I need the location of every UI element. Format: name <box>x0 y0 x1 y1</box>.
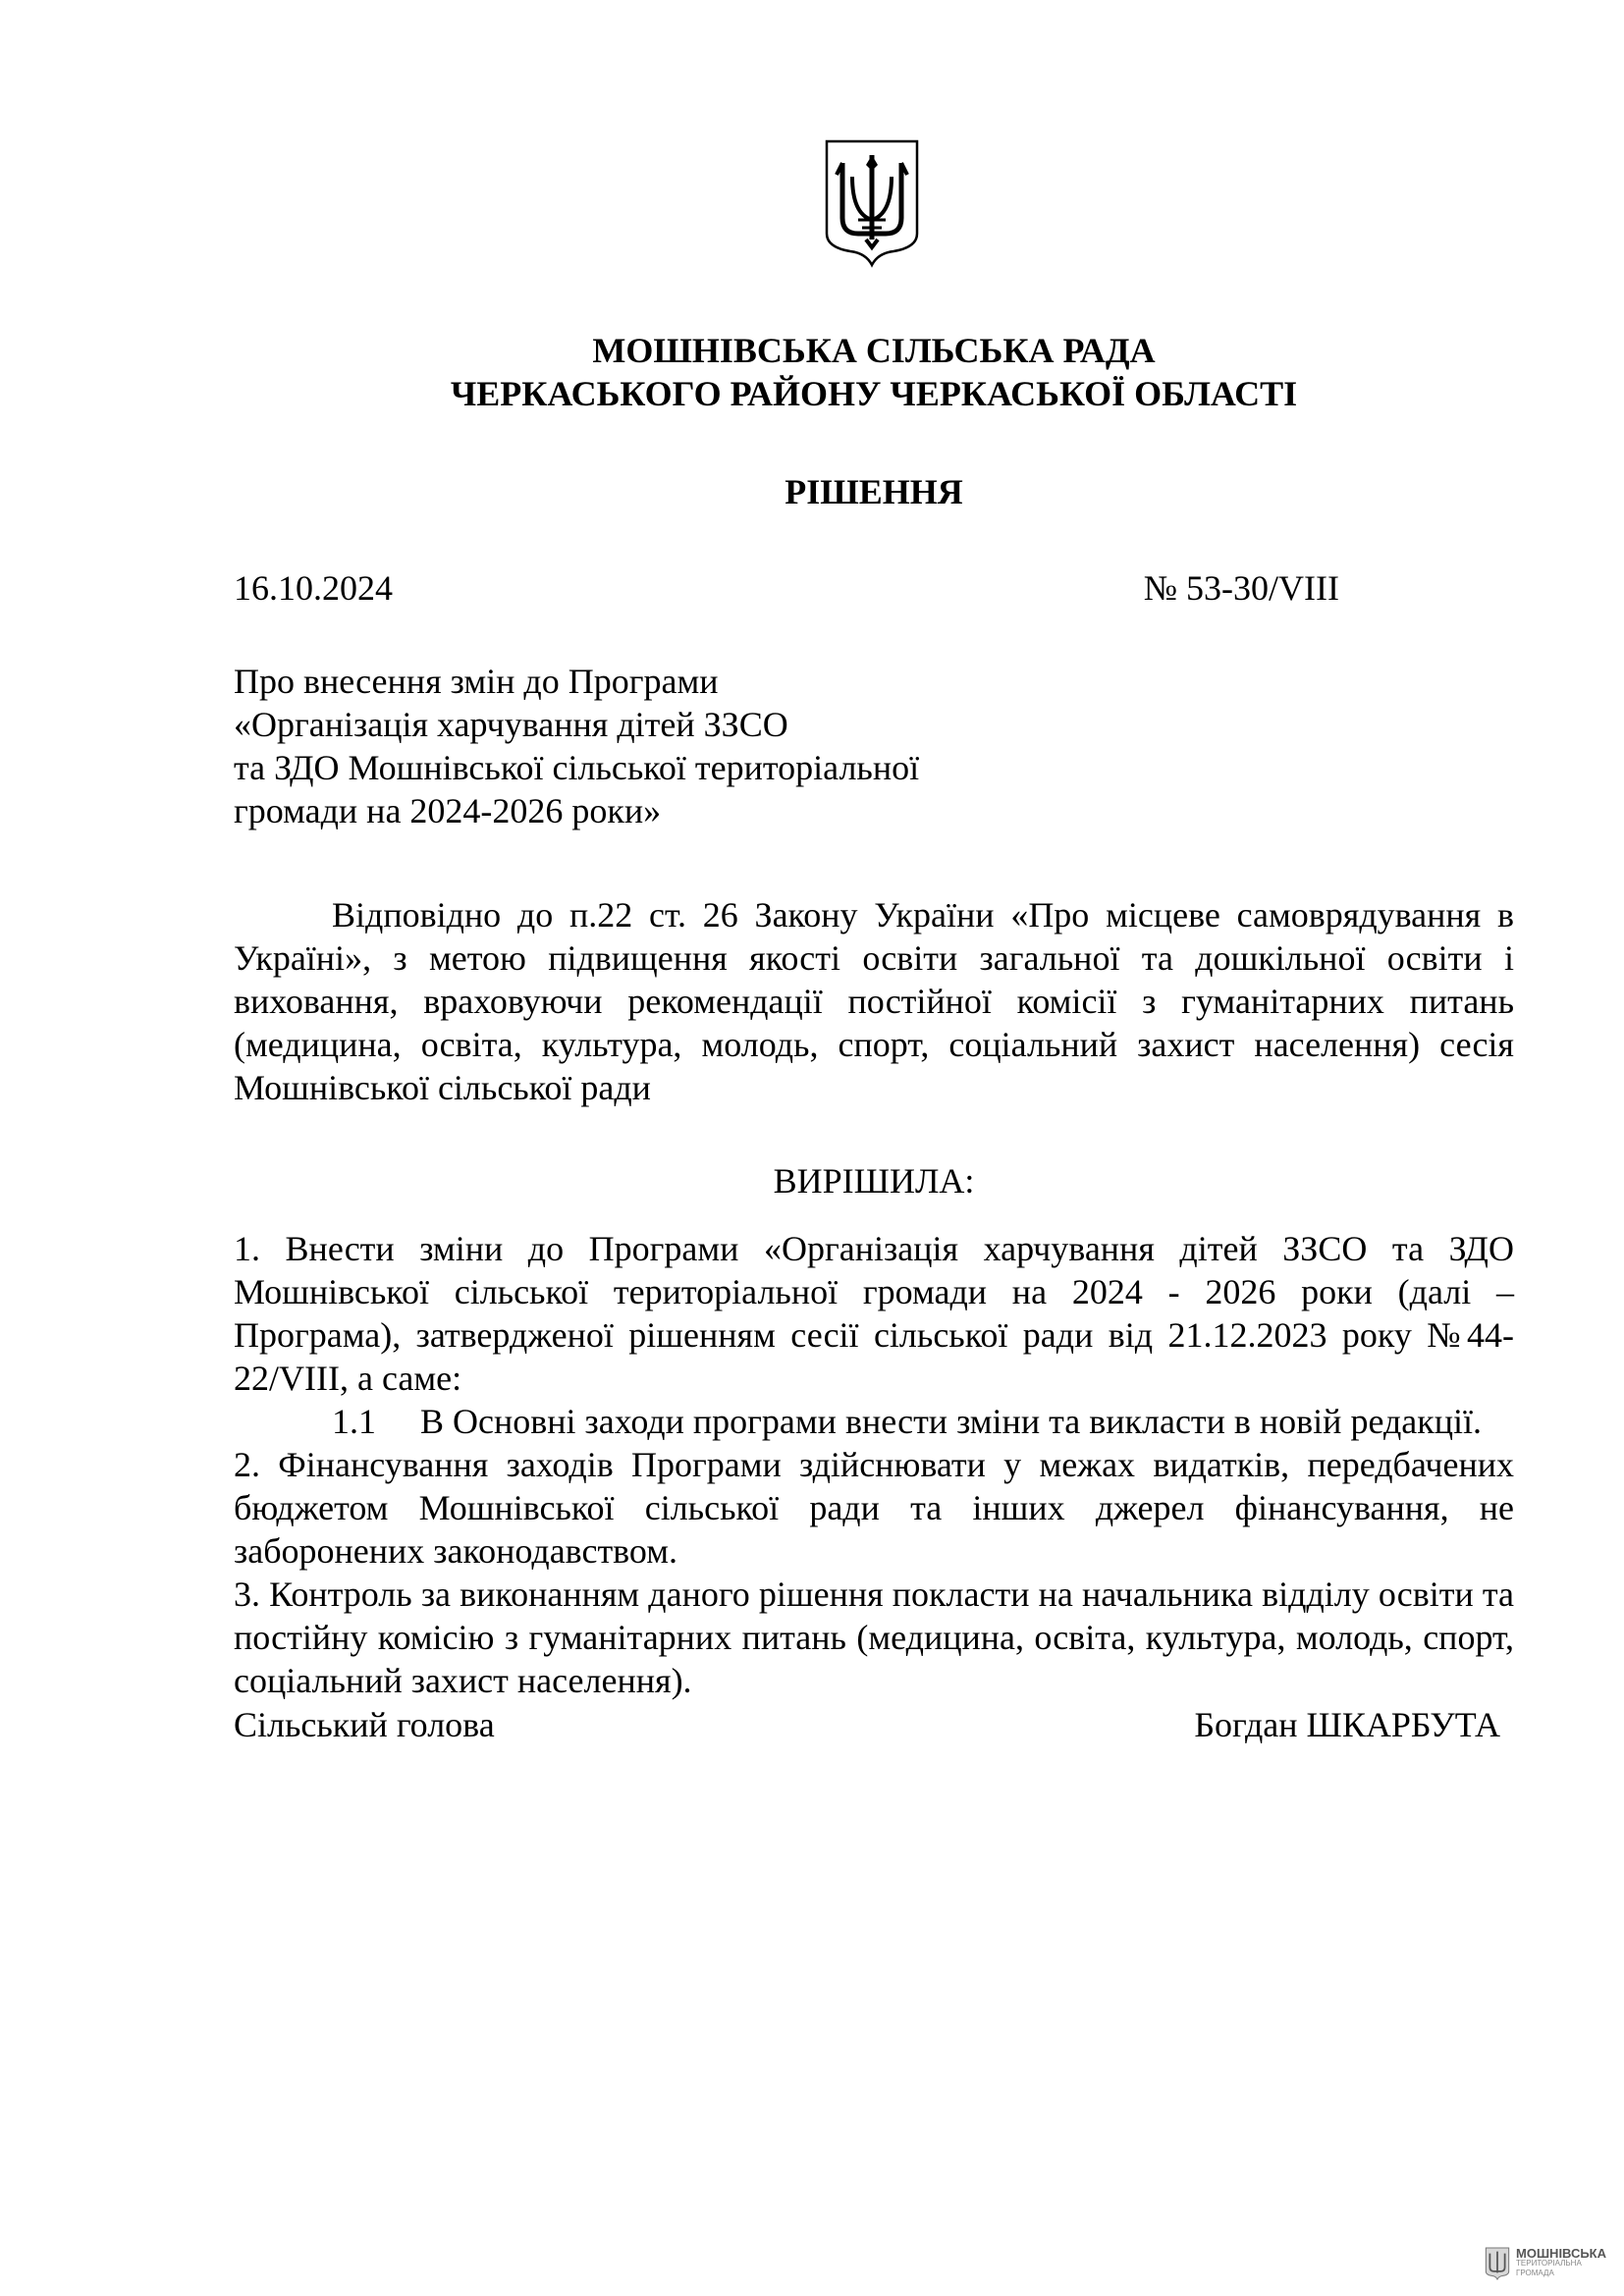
subject-line: громади на 2024-2026 роки» <box>234 791 662 830</box>
council-region: ЧЕРКАСЬКОГО РАЙОНУ ЧЕРКАСЬКОЇ ОБЛАСТІ <box>450 374 1298 413</box>
watermark-subtitle: ТЕРИТОРІАЛЬНА <box>1516 2259 1582 2268</box>
subject-line: та ЗДО Мошнівської сільської територіальної <box>234 748 920 787</box>
document-title: РІШЕННЯ <box>785 472 963 511</box>
preamble-paragraph: Відповідно до п.22 ст. 26 Закону України «Про місцеве самоврядування в Україні», з метою підвищення якості освіти загальної та дошкільної освіти і виховання, враховуючи рекомендації постійної комісії з гуманітарних питань (медицина, освіта, культура, молодь, спорт, соціальний захист населення) сесія Мошнівської сільської ради <box>234 895 1514 1107</box>
coat-of-arms-icon <box>1485 2247 1510 2280</box>
subitem-text: В Основні заходи програми внести зміни та викласти в новій редакції. <box>420 1402 1483 1441</box>
watermark-title: МОШНІВСЬКА <box>1516 2246 1606 2261</box>
document-date: 16.10.2024 <box>234 568 393 608</box>
subject-line: Про внесення змін до Програми <box>234 662 719 701</box>
council-name: МОШНІВСЬКА СІЛЬСЬКА РАДА <box>592 331 1156 370</box>
coat-of-arms-icon <box>823 137 921 269</box>
signatory-name: Богдан ШКАРБУТА <box>1194 1705 1500 1744</box>
signatory-position: Сільський голова <box>234 1705 495 1744</box>
resolution-item-1: 1. Внести зміни до Програми «Організація харчування дітей ЗЗСО та ЗДО Мошнівської сільської територіальної громади на 2024 - 2026 роки (далі – Програма), затвердженої рішенням сесії сільської ради від 21.12.2023 року №44-22/VIII, а саме: <box>234 1229 1514 1398</box>
document-subject <box>234 660 919 832</box>
resolved-heading: ВИРІШИЛА: <box>773 1161 975 1201</box>
community-watermark <box>1485 2247 1606 2280</box>
watermark-subtitle: ГРОМАДА <box>1516 2269 1554 2277</box>
subject-line: «Організація харчування дітей ЗЗСО <box>234 705 788 744</box>
document-number: № 53-30/VIII <box>1143 568 1339 608</box>
resolution-item-2: 2. Фінансування заходів Програми здійснювати у межах видатків, передбачених бюджетом Мошнівської сільської ради та інших джерел фінансування, не заборонених законодавством. <box>234 1445 1514 1571</box>
resolution-item-3: 3. Контроль за виконанням даного рішення покласти на начальника відділу освіти та постійну комісію з гуманітарних питань (медицина, освіта, культура, молодь, спорт, соціальний захист населення). <box>234 1575 1514 1700</box>
subitem-number: 1.1 <box>332 1402 376 1441</box>
resolution-item-1-1 <box>332 1400 1514 1443</box>
resolution-items <box>234 1227 1514 1702</box>
watermark-text <box>1516 2246 1606 2278</box>
